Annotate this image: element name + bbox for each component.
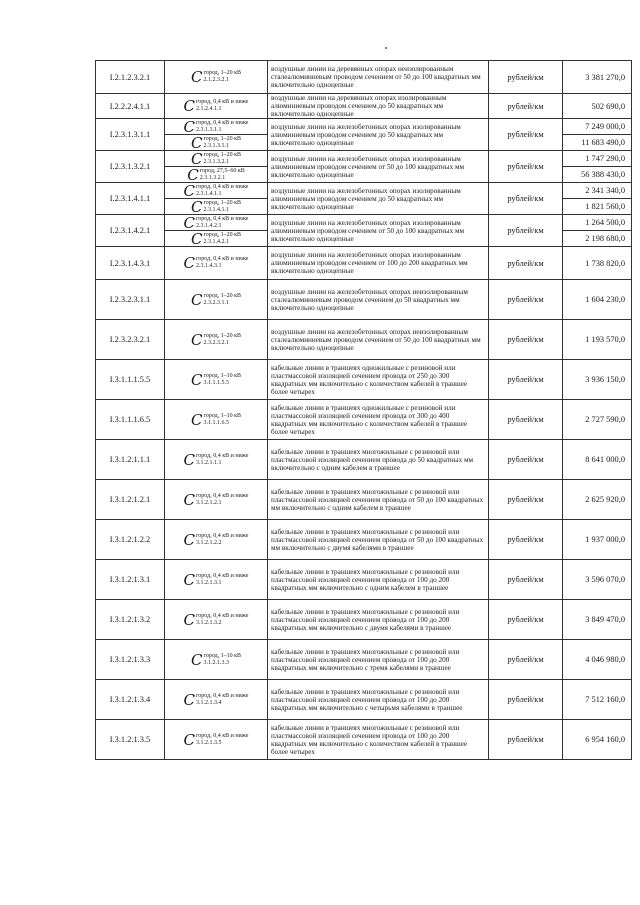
rate-symbol [165, 135, 268, 151]
rate-formula [167, 450, 265, 469]
row-description: воздушные линии на железобетонных опорах изолированным алюминиевым проводом сечением до 50 квадратных мм включительно одноцепные [268, 183, 489, 215]
formula-subscript: 2.3.1.4.2.1 [203, 238, 229, 245]
formula-subscript: 3.1.2.1.3.1 [196, 579, 222, 586]
rate-symbol [165, 247, 268, 280]
row-value: 8 641 000,0 [563, 440, 632, 480]
formula-superscript: город, 1–10 кВ [203, 412, 242, 419]
rate-formula [167, 570, 265, 589]
row-unit: рублей/км [489, 61, 563, 94]
scan-speck [385, 47, 387, 49]
table-row [96, 119, 632, 135]
formula-letter: C [183, 730, 195, 749]
row-code: I.3.1.2.1.1.1 [96, 440, 165, 480]
row-description: кабельные линии в траншеях многожильные с резиновой или пластмассовой изоляцией сечением провода от 50 до 100 квадратных мм включительно с одним кабелем в траншее [268, 480, 489, 520]
row-code: I.3.1.2.1.2.1 [96, 480, 165, 520]
row-value: 2 727 590,0 [563, 400, 632, 440]
formula-subscript: 3.1.1.1.6.5 [203, 419, 229, 426]
formula-letter: C [183, 530, 195, 549]
table-row [96, 640, 632, 680]
formula-letter: C [183, 97, 195, 116]
formula-subscript: 3.1.2.1.3.3 [203, 659, 229, 666]
row-value: 1 738 820,0 [563, 247, 632, 280]
formula-superscript: город, 0,4 кВ и ниже [196, 612, 249, 619]
table-row [96, 680, 632, 720]
formula-superscript: город, 0,4 кВ и ниже [196, 732, 249, 739]
formula-letter: C [183, 182, 195, 199]
row-value: 56 388 430,0 [563, 167, 632, 183]
table-row [96, 183, 632, 199]
row-description: воздушные линии на деревянных опорах изолированным алюминиевым проводом сечением до 50 квадратных мм включительно одноцепные [268, 94, 489, 119]
row-value: 7 512 160,0 [563, 680, 632, 720]
rate-formula [167, 136, 265, 150]
row-description: воздушные линии на железобетонных опорах неизолированным сталеалюминиевым проводом сечением от 50 до 100 квадратных мм включительно одноцепные [268, 320, 489, 360]
row-unit: рублей/км [489, 560, 563, 600]
formula-letter: C [183, 490, 195, 509]
formula-letter: C [190, 410, 203, 429]
row-unit: рублей/км [489, 360, 563, 400]
table-row [96, 94, 632, 119]
formula-superscript: город, 27,5–60 кВ [199, 167, 245, 174]
row-value: 11 683 490,0 [563, 135, 632, 151]
rate-symbol [165, 167, 268, 183]
formula-subscript: 3.1.2.1.3.4 [196, 699, 222, 706]
row-description: кабельные линии в траншеях многожильные с резиновой или пластмассовой изоляцией сечением провода от 100 до 200 квадратных мм включительно с тремя кабелями в траншее [268, 640, 489, 680]
row-description: кабельные линии в траншеях одножильные с резиновой или пластмассовой изоляцией сечением провода от 300 до 400 квадратных мм включительно с количеством кабелей в траншее более четырех [268, 400, 489, 440]
row-value: 1 747 290,0 [563, 151, 632, 167]
formula-letter: C [190, 198, 203, 215]
formula-subscript: 2.1.2.4.1.1 [196, 106, 222, 113]
formula-subscript: 3.1.1.1.5.5 [203, 379, 229, 386]
row-value: 3 849 470,0 [563, 600, 632, 640]
formula-superscript: город, 1–20 кВ [203, 70, 242, 76]
formula-scripts [203, 200, 241, 214]
formula-scripts [196, 453, 248, 467]
row-code: I.2.2.2.4.1.1 [96, 94, 165, 119]
table-row [96, 215, 632, 231]
row-code: I.3.1.2.1.3.3 [96, 640, 165, 680]
rate-formula [167, 610, 265, 629]
formula-subscript: 2.3.1.4.3.1 [196, 263, 222, 270]
row-code: I.2.3.1.3.1.1 [96, 119, 165, 151]
rate-symbol [165, 231, 268, 247]
formula-subscript: 3.1.2.1.2.2 [196, 539, 222, 546]
formula-subscript: 2.3.1.3.2.1 [199, 174, 226, 181]
row-unit: рублей/км [489, 183, 563, 215]
row-unit: рублей/км [489, 94, 563, 119]
formula-letter: C [183, 254, 195, 273]
formula-subscript: 3.1.2.1.1.1 [196, 459, 222, 466]
row-description: воздушные линии на железобетонных опорах изолированным алюминиевым проводом сечением от 100 до 200 квадратных мм включительно одноцепные [268, 247, 489, 280]
rate-symbol [165, 199, 268, 215]
formula-scripts [200, 168, 245, 182]
rate-formula [167, 184, 265, 198]
rate-symbol [165, 61, 268, 94]
rate-formula [167, 254, 265, 273]
formula-letter: C [183, 118, 195, 135]
row-code: I.3.1.1.1.5.5 [96, 360, 165, 400]
table-row [96, 480, 632, 520]
rates-table [95, 60, 632, 760]
row-value: 3 596 070,0 [563, 560, 632, 600]
formula-superscript: город, 1–20 кВ [203, 135, 242, 142]
row-code: I.3.1.2.1.3.5 [96, 720, 165, 760]
row-description: кабельные линии в траншеях многожильные с резиновой или пластмассовой изоляцией сечением провода до 50 квадратных мм включительно с одним кабелем в траншее [268, 440, 489, 480]
table-row [96, 440, 632, 480]
row-value: 2 625 920,0 [563, 480, 632, 520]
row-code: I.2.3.1.3.2.1 [96, 151, 165, 183]
rate-symbol [165, 640, 268, 680]
formula-superscript: город, 0,4 кВ и ниже [196, 532, 249, 539]
formula-superscript: город, 0,4 кВ и ниже [196, 183, 249, 190]
formula-letter: C [183, 570, 195, 589]
formula-superscript: город, 1–10 кВ [203, 372, 242, 379]
formula-subscript: 2.3.2.3.2.1 [203, 339, 229, 346]
formula-subscript: 3.1.2.1.3.5 [196, 739, 222, 746]
rate-symbol [165, 320, 268, 360]
row-value: 1 264 500,0 [563, 215, 632, 231]
rate-formula [167, 290, 265, 309]
rate-symbol [165, 400, 268, 440]
formula-subscript: 2.3.2.3.1.1 [203, 299, 229, 306]
row-description: воздушные линии на железобетонных опорах изолированным алюминиевым проводом сечением до 50 квадратных мм включительно одноцепные [268, 119, 489, 151]
table-row [96, 720, 632, 760]
row-description: кабельные линии в траншеях многожильные с резиновой или пластмассовой изоляцией сечением провода от 100 до 200 квадратных мм включительно с одним кабелем в траншее [268, 560, 489, 600]
rate-formula [167, 690, 265, 709]
formula-letter: C [183, 610, 195, 629]
row-code: I.3.1.2.1.2.2 [96, 520, 165, 560]
formula-scripts [203, 413, 241, 427]
table-row [96, 600, 632, 640]
rate-formula [167, 200, 265, 214]
table-row [96, 247, 632, 280]
row-value: 1 937 000,0 [563, 520, 632, 560]
rate-symbol [165, 600, 268, 640]
formula-letter: C [183, 690, 195, 709]
rate-symbol [165, 680, 268, 720]
formula-subscript: 2.3.1.3.1.1 [196, 126, 222, 133]
rate-formula [167, 152, 265, 166]
formula-scripts [203, 136, 241, 150]
formula-subscript: 2.3.1.4.1.1 [203, 206, 229, 213]
row-code: I.3.1.2.1.3.2 [96, 600, 165, 640]
table-row [96, 320, 632, 360]
rate-symbol [165, 360, 268, 400]
rate-symbol [165, 119, 268, 135]
rate-symbol [165, 520, 268, 560]
formula-letter: C [190, 370, 203, 389]
rates-table-body [96, 61, 632, 760]
formula-subscript: 2.1.2.3.2.1 [203, 77, 229, 83]
formula-scripts [196, 120, 248, 134]
row-unit: рублей/км [489, 119, 563, 151]
formula-letter: C [190, 134, 203, 151]
formula-scripts [203, 152, 241, 166]
formula-scripts [203, 333, 241, 347]
rate-formula [167, 410, 265, 429]
formula-superscript: город, 1–10 кВ [203, 652, 242, 659]
formula-superscript: город, 1–20 кВ [203, 292, 242, 299]
row-value: 6 954 160,0 [563, 720, 632, 760]
table-row [96, 520, 632, 560]
table-row [96, 280, 632, 320]
rate-formula [167, 232, 265, 246]
formula-letter: C [183, 214, 195, 231]
row-code: I.2.3.1.4.3.1 [96, 247, 165, 280]
formula-scripts [196, 99, 248, 113]
formula-superscript: город, 1–20 кВ [203, 231, 242, 238]
rate-symbol [165, 215, 268, 231]
rate-formula [167, 650, 265, 669]
formula-superscript: город, 0,4 кВ и ниже [196, 215, 249, 222]
row-description: кабельные линии в траншеях одножильные с резиновой или пластмассовой изоляцией сечением провода от 250 до 300 квадратных мм включительно с количеством кабелей в траншее более четырех [268, 360, 489, 400]
row-code: I.2.3.1.4.2.1 [96, 215, 165, 247]
row-value: 502 690,0 [563, 94, 632, 119]
row-unit: рублей/км [489, 320, 563, 360]
formula-superscript: город, 0,4 кВ и ниже [196, 99, 249, 106]
table-row [96, 560, 632, 600]
row-value: 1 821 560,0 [563, 199, 632, 215]
row-unit: рублей/км [489, 480, 563, 520]
rate-formula [167, 730, 265, 749]
row-code: I.2.1.2.3.2.1 [96, 61, 165, 94]
row-code: I.2.3.2.3.2.1 [96, 320, 165, 360]
formula-scripts [196, 184, 248, 198]
formula-superscript: город, 0,4 кВ и ниже [196, 452, 249, 459]
rate-symbol [165, 440, 268, 480]
formula-subscript: 2.3.1.4.1.1 [196, 190, 222, 197]
formula-letter: C [190, 290, 203, 309]
row-value: 1 193 570,0 [563, 320, 632, 360]
row-description: воздушные линии на железобетонных опорах неизолированным сталеалюминиевым проводом сечением до 50 квадратных мм включительно одноцепные [268, 280, 489, 320]
formula-scripts [196, 256, 248, 270]
row-unit: рублей/км [489, 280, 563, 320]
formula-letter: C [190, 650, 203, 669]
formula-superscript: город, 1–20 кВ [203, 332, 242, 339]
formula-scripts [196, 573, 248, 587]
formula-letter: C [190, 68, 203, 86]
row-unit: рублей/км [489, 600, 563, 640]
rate-formula [167, 370, 265, 389]
formula-scripts [203, 653, 241, 667]
row-code: I.3.1.2.1.3.4 [96, 680, 165, 720]
row-description: кабельные линии в траншеях многожильные с резиновой или пластмассовой изоляцией сечением провода от 100 до 200 квадратных мм включительно с четырьмя кабелями в траншее [268, 680, 489, 720]
row-description: кабельные линии в траншеях многожильные с резиновой или пластмассовой изоляцией сечением провода от 100 до 200 квадратных мм включительно с количеством кабелей в траншее более четырех [268, 720, 489, 760]
row-unit: рублей/км [489, 440, 563, 480]
formula-superscript: город, 0,4 кВ и ниже [196, 119, 249, 126]
formula-scripts [203, 70, 241, 84]
formula-superscript: город, 0,4 кВ и ниже [196, 572, 249, 579]
rate-symbol [165, 183, 268, 199]
rate-formula [167, 120, 265, 134]
row-description: воздушные линии на деревянных опорах неизолированным сталеалюминиевым проводом сечением от 50 до 100 квадратных мм включительно одноцепные [268, 61, 489, 94]
row-value: 7 249 000,0 [563, 119, 632, 135]
row-unit: рублей/км [489, 400, 563, 440]
row-code: I.3.1.2.1.3.1 [96, 560, 165, 600]
formula-superscript: город, 0,4 кВ и ниже [196, 492, 249, 499]
formula-scripts [196, 693, 248, 707]
rate-symbol [165, 151, 268, 167]
rate-formula [167, 168, 265, 182]
table-row [96, 61, 632, 94]
formula-scripts [196, 533, 248, 547]
table-row [96, 151, 632, 167]
rate-formula [167, 216, 265, 230]
row-unit: рублей/км [489, 215, 563, 247]
formula-scripts [196, 613, 248, 627]
rate-formula [167, 70, 265, 84]
row-value: 4 046 980,0 [563, 640, 632, 680]
row-unit: рублей/км [489, 680, 563, 720]
row-unit: рублей/км [489, 640, 563, 680]
row-code: I.2.3.1.4.1.1 [96, 183, 165, 215]
row-description: кабельные линии в траншеях многожильные с резиновой или пластмассовой изоляцией сечением провода от 50 до 100 квадратных мм включительно с двумя кабелями в траншее [268, 520, 489, 560]
formula-subscript: 3.1.2.1.3.2 [196, 619, 222, 626]
rate-symbol [165, 560, 268, 600]
formula-subscript: 2.3.1.3.1.1 [203, 142, 229, 149]
rate-formula [167, 330, 265, 349]
row-unit: рублей/км [489, 151, 563, 183]
row-value: 2 341 340,0 [563, 183, 632, 199]
rate-symbol [165, 720, 268, 760]
formula-letter: C [183, 450, 195, 469]
row-value: 3 381 270,0 [563, 61, 632, 94]
row-unit: рублей/км [489, 720, 563, 760]
table-row [96, 400, 632, 440]
formula-superscript: город, 0,4 кВ и ниже [196, 692, 249, 699]
formula-letter: C [190, 230, 203, 247]
formula-superscript: город, 0,4 кВ и ниже [196, 256, 249, 263]
row-value: 3 936 150,0 [563, 360, 632, 400]
rate-formula [167, 490, 265, 509]
formula-subscript: 3.1.2.1.2.1 [196, 499, 222, 506]
formula-letter: C [190, 330, 203, 349]
formula-scripts [196, 216, 248, 230]
row-description: воздушные линии на железобетонных опорах изолированным алюминиевым проводом сечением от 50 до 100 квадратных мм включительно одноцепные [268, 151, 489, 183]
row-value: 1 604 230,0 [563, 280, 632, 320]
formula-scripts [196, 493, 248, 507]
rate-symbol [165, 480, 268, 520]
formula-superscript: город, 1–20 кВ [203, 151, 242, 158]
formula-superscript: город, 1–20 кВ [203, 199, 242, 206]
row-unit: рублей/км [489, 520, 563, 560]
formula-letter: C [187, 166, 199, 183]
formula-letter: C [190, 150, 203, 167]
row-description: воздушные линии на железобетонных опорах изолированным алюминиевым проводом сечением от 50 до 100 квадратных мм включительно одноцепные [268, 215, 489, 247]
row-unit: рублей/км [489, 247, 563, 280]
rate-symbol [165, 94, 268, 119]
formula-scripts [203, 373, 241, 387]
row-description: кабельные линии в траншеях многожильные с резиновой или пластмассовой изоляцией сечением провода от 100 до 200 квадратных мм включительно с двумя кабелями в траншее [268, 600, 489, 640]
rate-formula [167, 97, 265, 116]
formula-scripts [203, 293, 241, 307]
formula-scripts [196, 733, 248, 747]
row-value: 2 198 680,0 [563, 231, 632, 247]
formula-subscript: 2.3.1.3.2.1 [203, 158, 229, 165]
rate-formula [167, 530, 265, 549]
table-row [96, 360, 632, 400]
rate-symbol [165, 280, 268, 320]
formula-scripts [203, 232, 241, 246]
row-code: I.2.3.2.3.1.1 [96, 280, 165, 320]
formula-subscript: 2.3.1.4.2.1 [196, 222, 222, 229]
row-code: I.3.1.1.1.6.5 [96, 400, 165, 440]
